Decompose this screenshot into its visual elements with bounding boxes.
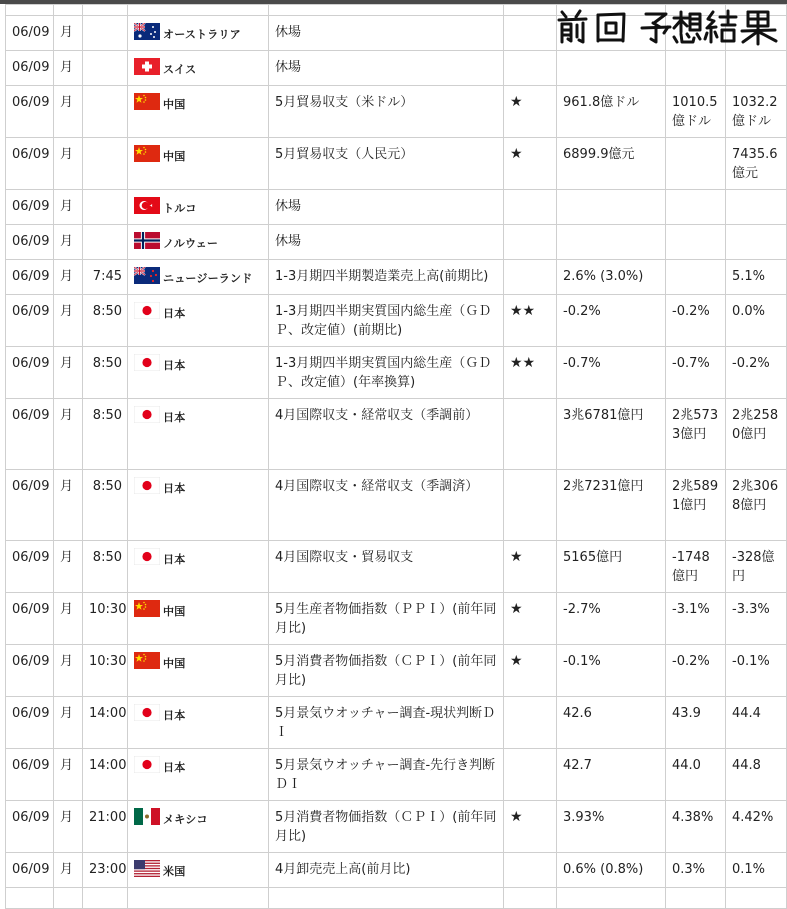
country-name: 中国 xyxy=(163,657,186,670)
country-cell xyxy=(128,399,269,470)
importance-cell xyxy=(504,260,557,295)
jp-flag-icon xyxy=(134,354,160,377)
importance-cell: ★ xyxy=(504,86,557,138)
country-name: トルコ xyxy=(163,202,197,215)
indicator-cell: 休場 xyxy=(269,16,504,51)
calendar-row xyxy=(6,138,787,190)
country-cell xyxy=(128,853,269,888)
date-cell: 06/09 xyxy=(6,86,54,138)
time-cell: 14:00 xyxy=(83,697,128,749)
result-value-cell: 2兆3068億円 xyxy=(726,470,787,541)
time-cell: 23:00 xyxy=(83,853,128,888)
au-flag-icon xyxy=(134,23,160,46)
date-cell: 06/09 xyxy=(6,697,54,749)
day-cell: 月 xyxy=(54,593,83,645)
country-cell xyxy=(128,51,269,86)
result-value-cell: 5.1% xyxy=(726,260,787,295)
country-name: オーストラリア xyxy=(163,28,241,41)
indicator-cell: 5月消費者物価指数（ＣＰＩ）(前年同月比) xyxy=(269,801,504,853)
economic-calendar-table xyxy=(5,4,787,909)
indicator-cell: 5月景気ウオッチャー調査-先行き判断ＤＩ xyxy=(269,749,504,801)
empty-row xyxy=(6,888,787,909)
result-value-cell xyxy=(726,16,787,51)
mx-flag-icon xyxy=(134,808,160,831)
date-cell: 06/09 xyxy=(6,260,54,295)
country-cell xyxy=(128,697,269,749)
forecast-value-cell: 2兆5733億円 xyxy=(666,399,726,470)
country-name: 米国 xyxy=(163,865,186,878)
result-value-cell: -0.1% xyxy=(726,645,787,697)
time-cell: 8:50 xyxy=(83,347,128,399)
day-cell: 月 xyxy=(54,347,83,399)
result-value-cell: 2兆2580億円 xyxy=(726,399,787,470)
previous-value-cell xyxy=(557,190,666,225)
importance-cell: ★ xyxy=(504,138,557,190)
previous-value-cell: 42.7 xyxy=(557,749,666,801)
jp-flag-icon xyxy=(134,704,160,727)
date-cell: 06/09 xyxy=(6,645,54,697)
country-name: 中国 xyxy=(163,150,186,163)
country-name: 日本 xyxy=(163,307,186,320)
previous-value-cell: 0.6% (0.8%) xyxy=(557,853,666,888)
date-cell: 06/09 xyxy=(6,749,54,801)
indicator-cell: 5月生産者物価指数（ＰＰＩ）(前年同月比) xyxy=(269,593,504,645)
country-cell xyxy=(128,16,269,51)
time-cell xyxy=(83,138,128,190)
indicator-cell: 5月貿易収支（人民元） xyxy=(269,138,504,190)
indicator-cell: 休場 xyxy=(269,190,504,225)
importance-cell xyxy=(504,399,557,470)
importance-cell: ★★ xyxy=(504,347,557,399)
country-cell xyxy=(128,260,269,295)
day-cell: 月 xyxy=(54,190,83,225)
date-cell: 06/09 xyxy=(6,470,54,541)
calendar-row xyxy=(6,470,787,541)
previous-value-cell: 3.93% xyxy=(557,801,666,853)
forecast-value-cell: 44.0 xyxy=(666,749,726,801)
previous-value-cell: -0.7% xyxy=(557,347,666,399)
country-cell xyxy=(128,295,269,347)
country-cell xyxy=(128,225,269,260)
country-name: 日本 xyxy=(163,411,186,424)
day-cell: 月 xyxy=(54,16,83,51)
calendar-row xyxy=(6,51,787,86)
date-cell: 06/09 xyxy=(6,16,54,51)
forecast-value-cell: 1010.5億ドル xyxy=(666,86,726,138)
indicator-cell: 5月貿易収支（米ドル） xyxy=(269,86,504,138)
date-cell: 06/09 xyxy=(6,399,54,470)
calendar-row xyxy=(6,399,787,470)
date-cell: 06/09 xyxy=(6,51,54,86)
cn-flag-icon xyxy=(134,652,160,675)
date-cell: 06/09 xyxy=(6,593,54,645)
importance-cell xyxy=(504,225,557,260)
date-cell: 06/09 xyxy=(6,347,54,399)
header-row-fragment xyxy=(6,5,787,16)
indicator-cell: 4月国際収支・貿易収支 xyxy=(269,541,504,593)
calendar-row xyxy=(6,593,787,645)
day-cell: 月 xyxy=(54,260,83,295)
calendar-row xyxy=(6,645,787,697)
result-value-cell xyxy=(726,51,787,86)
date-cell: 06/09 xyxy=(6,138,54,190)
calendar-row xyxy=(6,86,787,138)
time-cell: 14:00 xyxy=(83,749,128,801)
country-name: ニュージーランド xyxy=(163,272,253,285)
date-cell: 06/09 xyxy=(6,853,54,888)
us-flag-icon xyxy=(134,860,160,883)
forecast-value-cell xyxy=(666,51,726,86)
calendar-row xyxy=(6,190,787,225)
nz-flag-icon xyxy=(134,267,160,290)
jp-flag-icon xyxy=(134,477,160,500)
day-cell: 月 xyxy=(54,749,83,801)
result-value-cell: -3.3% xyxy=(726,593,787,645)
forecast-value-cell xyxy=(666,190,726,225)
previous-value-cell: 2兆7231億円 xyxy=(557,470,666,541)
forecast-value-cell xyxy=(666,225,726,260)
country-cell xyxy=(128,470,269,541)
country-name: スイス xyxy=(163,63,197,76)
country-cell xyxy=(128,86,269,138)
time-cell: 21:00 xyxy=(83,801,128,853)
result-value-cell: 7435.6億元 xyxy=(726,138,787,190)
calendar-body xyxy=(6,5,787,909)
previous-value-cell: 961.8億ドル xyxy=(557,86,666,138)
time-cell: 10:30 xyxy=(83,645,128,697)
calendar-row xyxy=(6,225,787,260)
forecast-value-cell: 4.38% xyxy=(666,801,726,853)
result-value-cell: 0.1% xyxy=(726,853,787,888)
time-cell: 8:50 xyxy=(83,295,128,347)
importance-cell: ★★ xyxy=(504,295,557,347)
day-cell: 月 xyxy=(54,225,83,260)
importance-cell: ★ xyxy=(504,645,557,697)
date-cell: 06/09 xyxy=(6,541,54,593)
forecast-value-cell xyxy=(666,16,726,51)
calendar-row xyxy=(6,801,787,853)
calendar-row xyxy=(6,16,787,51)
country-cell xyxy=(128,347,269,399)
time-cell xyxy=(83,86,128,138)
indicator-cell: 1-3月期四半期製造業売上高(前期比) xyxy=(269,260,504,295)
importance-cell xyxy=(504,470,557,541)
previous-value-cell: -2.7% xyxy=(557,593,666,645)
result-value-cell: 0.0% xyxy=(726,295,787,347)
indicator-cell: 4月国際収支・経常収支（季調前） xyxy=(269,399,504,470)
cn-flag-icon xyxy=(134,145,160,168)
day-cell: 月 xyxy=(54,86,83,138)
tr-flag-icon xyxy=(134,197,160,220)
day-cell: 月 xyxy=(54,138,83,190)
day-cell: 月 xyxy=(54,853,83,888)
jp-flag-icon xyxy=(134,756,160,779)
previous-value-cell: 2.6% (3.0%) xyxy=(557,260,666,295)
calendar-row xyxy=(6,697,787,749)
country-cell xyxy=(128,593,269,645)
country-cell xyxy=(128,190,269,225)
result-value-cell: -0.2% xyxy=(726,347,787,399)
indicator-cell: 1-3月期四半期実質国内総生産（ＧＤＰ、改定値）(前期比) xyxy=(269,295,504,347)
importance-cell xyxy=(504,697,557,749)
indicator-cell: 4月卸売売上高(前月比) xyxy=(269,853,504,888)
day-cell: 月 xyxy=(54,470,83,541)
date-cell: 06/09 xyxy=(6,295,54,347)
day-cell: 月 xyxy=(54,645,83,697)
calendar-row xyxy=(6,541,787,593)
previous-value-cell: 6899.9億元 xyxy=(557,138,666,190)
cn-flag-icon xyxy=(134,93,160,116)
forecast-value-cell: 0.3% xyxy=(666,853,726,888)
date-cell: 06/09 xyxy=(6,225,54,260)
country-name: 日本 xyxy=(163,761,186,774)
country-name: 中国 xyxy=(163,98,186,111)
day-cell: 月 xyxy=(54,541,83,593)
previous-value-cell: 5165億円 xyxy=(557,541,666,593)
indicator-cell: 4月国際収支・経常収支（季調済） xyxy=(269,470,504,541)
importance-cell xyxy=(504,190,557,225)
day-cell: 月 xyxy=(54,399,83,470)
day-cell: 月 xyxy=(54,51,83,86)
country-cell xyxy=(128,749,269,801)
previous-value-cell: 42.6 xyxy=(557,697,666,749)
indicator-cell: 5月消費者物価指数（ＣＰＩ）(前年同月比) xyxy=(269,645,504,697)
indicator-cell: 休場 xyxy=(269,51,504,86)
importance-cell xyxy=(504,51,557,86)
time-cell: 8:50 xyxy=(83,541,128,593)
ch-flag-icon xyxy=(134,58,160,81)
result-value-cell: -328億円 xyxy=(726,541,787,593)
country-cell xyxy=(128,541,269,593)
country-name: 日本 xyxy=(163,709,186,722)
time-cell xyxy=(83,51,128,86)
time-cell: 7:45 xyxy=(83,260,128,295)
result-value-cell xyxy=(726,225,787,260)
forecast-value-cell: -0.2% xyxy=(666,295,726,347)
country-name: メキシコ xyxy=(163,813,208,826)
result-value-cell: 44.8 xyxy=(726,749,787,801)
importance-cell: ★ xyxy=(504,593,557,645)
forecast-value-cell: -0.7% xyxy=(666,347,726,399)
jp-flag-icon xyxy=(134,548,160,571)
day-cell: 月 xyxy=(54,801,83,853)
indicator-cell: 1-3月期四半期実質国内総生産（ＧＤＰ、改定値）(年率換算) xyxy=(269,347,504,399)
date-cell: 06/09 xyxy=(6,801,54,853)
previous-value-cell xyxy=(557,16,666,51)
result-value-cell xyxy=(726,190,787,225)
result-value-cell: 44.4 xyxy=(726,697,787,749)
calendar-row xyxy=(6,295,787,347)
country-name: 日本 xyxy=(163,482,186,495)
time-cell: 8:50 xyxy=(83,399,128,470)
previous-value-cell: -0.1% xyxy=(557,645,666,697)
jp-flag-icon xyxy=(134,406,160,429)
country-name: 日本 xyxy=(163,553,186,566)
date-cell: 06/09 xyxy=(6,190,54,225)
result-value-cell: 4.42% xyxy=(726,801,787,853)
time-cell: 8:50 xyxy=(83,470,128,541)
calendar-row xyxy=(6,853,787,888)
forecast-value-cell: -3.1% xyxy=(666,593,726,645)
calendar-row xyxy=(6,749,787,801)
time-cell xyxy=(83,225,128,260)
country-name: ノルウェー xyxy=(163,237,219,250)
importance-cell: ★ xyxy=(504,801,557,853)
importance-cell: ★ xyxy=(504,541,557,593)
previous-value-cell xyxy=(557,51,666,86)
calendar-row xyxy=(6,347,787,399)
country-name: 日本 xyxy=(163,359,186,372)
previous-value-cell xyxy=(557,225,666,260)
forecast-value-cell xyxy=(666,260,726,295)
forecast-value-cell xyxy=(666,138,726,190)
country-cell xyxy=(128,801,269,853)
country-cell xyxy=(128,645,269,697)
country-cell xyxy=(128,138,269,190)
indicator-cell: 休場 xyxy=(269,225,504,260)
calendar-row xyxy=(6,260,787,295)
previous-value-cell: -0.2% xyxy=(557,295,666,347)
indicator-cell: 5月景気ウオッチャー調査-現状判断ＤＩ xyxy=(269,697,504,749)
forecast-value-cell: 2兆5891億円 xyxy=(666,470,726,541)
time-cell xyxy=(83,190,128,225)
country-name: 中国 xyxy=(163,605,186,618)
time-cell: 10:30 xyxy=(83,593,128,645)
result-value-cell: 1032.2億ドル xyxy=(726,86,787,138)
forecast-value-cell: -1748億円 xyxy=(666,541,726,593)
importance-cell xyxy=(504,749,557,801)
cn-flag-icon xyxy=(134,600,160,623)
forecast-value-cell: -0.2% xyxy=(666,645,726,697)
time-cell xyxy=(83,16,128,51)
day-cell: 月 xyxy=(54,697,83,749)
previous-value-cell: 3兆6781億円 xyxy=(557,399,666,470)
importance-cell xyxy=(504,16,557,51)
day-cell: 月 xyxy=(54,295,83,347)
jp-flag-icon xyxy=(134,302,160,325)
importance-cell xyxy=(504,853,557,888)
no-flag-icon xyxy=(134,232,160,255)
forecast-value-cell: 43.9 xyxy=(666,697,726,749)
